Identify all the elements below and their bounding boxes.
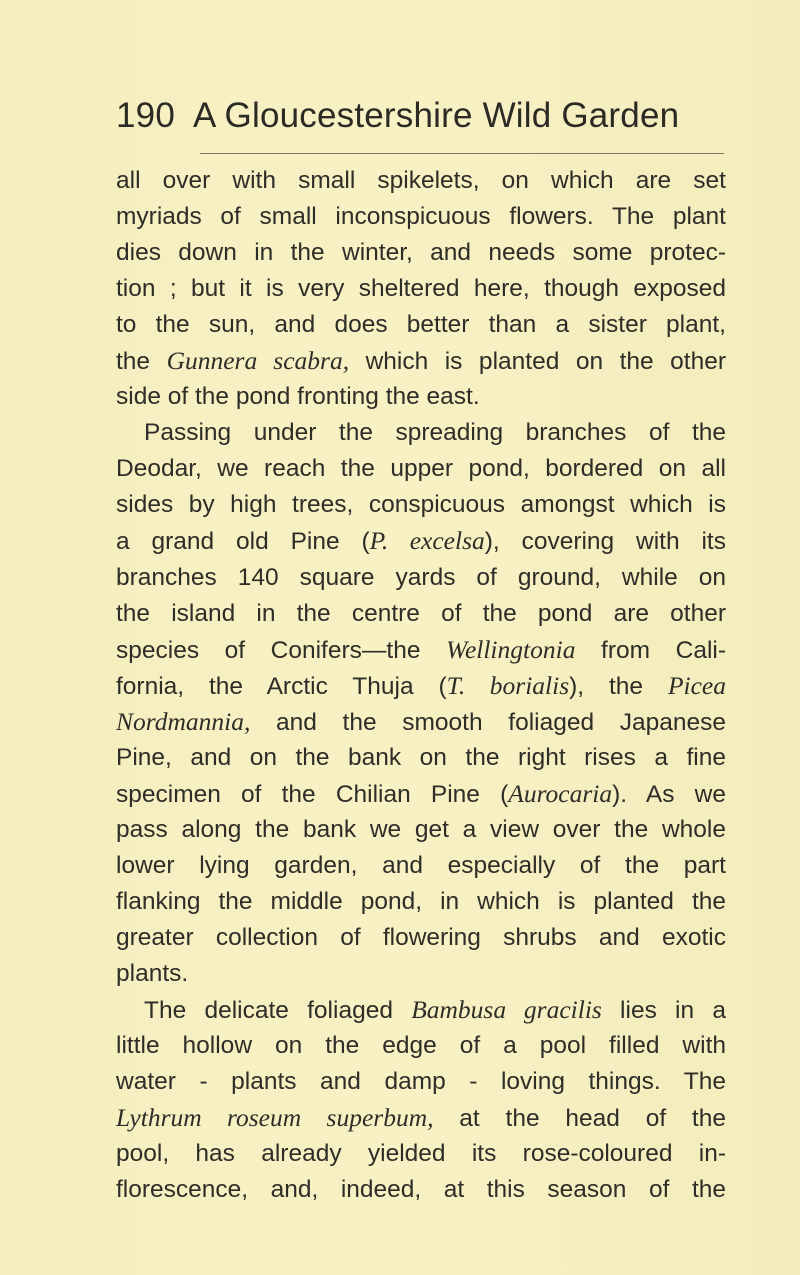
- text-line: dies down in the winter, and needs some protec-: [116, 239, 726, 267]
- italic-text: T. borialis: [446, 670, 570, 700]
- text-line: specimen of the Chilian Pine (Aurocaria). As we: [116, 778, 726, 808]
- italic-text: Bambusa gracilis: [411, 995, 602, 1025]
- text-line: pass along the bank we get a view over the whole: [116, 815, 726, 843]
- text-line: fornia, the Arctic Thuja (T. borialis), the Picea: [116, 670, 726, 700]
- text-line: little hollow on the edge of a pool filled with: [116, 1032, 726, 1060]
- book-title: A Gloucestershire Wild Garden: [193, 96, 680, 135]
- text-line: plants.: [116, 960, 189, 988]
- italic-text: Wellingtonia: [446, 634, 576, 664]
- italic-text: Gunnera scabra,: [166, 346, 350, 376]
- paragraph-start-line: Passing under the spreading branches of the: [144, 419, 726, 447]
- text-line: a grand old Pine (P. excelsa), covering with its: [116, 526, 726, 556]
- text-line: lower lying garden, and especially of the part: [116, 851, 726, 879]
- body-text: [116, 163, 726, 1208]
- text-line: Pine, and on the bank on the right rises a fine: [116, 743, 726, 771]
- running-head: [116, 96, 724, 144]
- text-line: myriads of small inconspicuous flowers. The plant: [116, 203, 726, 231]
- italic-text: P. excelsa: [369, 526, 485, 556]
- text-line: Deodar, we reach the upper pond, bordered on all: [116, 455, 726, 483]
- text-line: Nordmannia, and the smooth foliaged Japanese: [116, 706, 726, 736]
- text-line: the Gunnera scabra, which is planted on the other: [116, 346, 726, 376]
- page-number: 190: [116, 96, 175, 135]
- header-rule: [200, 153, 724, 154]
- text-line: flanking the middle pond, in which is planted the: [116, 887, 726, 915]
- text-line: the island in the centre of the pond are other: [116, 599, 726, 627]
- text-line: to the sun, and does better than a sister plant,: [116, 311, 726, 339]
- text-line: species of Conifers—the Wellingtonia from Cali-: [116, 634, 726, 664]
- text-line: side of the pond fronting the east.: [116, 383, 480, 411]
- italic-text: Picea: [667, 670, 726, 700]
- text-line: branches 140 square yards of ground, while on: [116, 563, 726, 591]
- text-line: water - plants and damp - loving things. The: [116, 1068, 726, 1096]
- paragraph-start-line: The delicate foliaged Bambusa gracilis lies in a: [144, 995, 726, 1025]
- text-line: all over with small spikelets, on which are set: [116, 167, 726, 194]
- italic-text: Aurocaria: [508, 778, 613, 808]
- text-line: greater collection of flowering shrubs and exotic: [116, 923, 726, 951]
- italic-text: Nordmannia,: [116, 706, 251, 736]
- text-line: pool, has already yielded its rose-coloured in-: [116, 1140, 726, 1168]
- text-line: Lythrum roseum superbum, at the head of the: [116, 1103, 726, 1133]
- italic-text: Lythrum roseum superbum,: [116, 1103, 434, 1133]
- text-line: florescence, and, indeed, at this season of the: [116, 1176, 726, 1204]
- text-line: sides by high trees, conspicuous amongst which is: [116, 491, 726, 519]
- text-line: tion ; but it is very sheltered here, though exposed: [116, 275, 726, 303]
